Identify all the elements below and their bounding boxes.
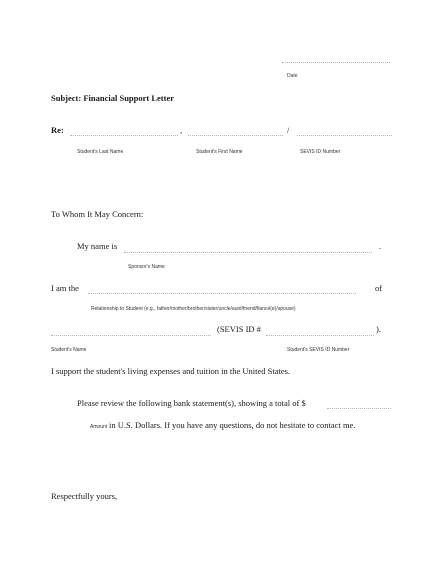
support-statement: I support the student's living expenses and tuition in the United States. bbox=[51, 366, 291, 376]
first-name-caption: Student's First Name bbox=[196, 149, 243, 155]
subject-line: Subject: Financial Support Letter bbox=[51, 93, 175, 103]
student-sevis-caption: Student's SEVIS ID Number bbox=[287, 347, 350, 353]
relationship-line[interactable] bbox=[88, 293, 356, 294]
amount-caption: Amount bbox=[90, 424, 108, 430]
re-label: Re: bbox=[51, 125, 64, 135]
date-label: Date bbox=[287, 73, 298, 79]
sponsor-name-line[interactable] bbox=[124, 252, 372, 253]
i-am-the-text: I am the bbox=[51, 283, 79, 293]
sevis-number-caption: SEVIS ID Number bbox=[300, 149, 341, 155]
student-name-caption: Student's Name bbox=[51, 347, 87, 353]
re-comma: , bbox=[180, 125, 183, 135]
dollars-statement: in U.S. Dollars. If you have any questions, do not hesitate to contact me. bbox=[109, 420, 356, 430]
relationship-caption: Relationship to Student (e.g., father/mother/brother/sister/uncle/aunt/friend/fiancé(e)/spouse) bbox=[91, 306, 296, 312]
date-line[interactable] bbox=[282, 62, 390, 63]
sponsor-name-caption: Sponsor's Name bbox=[128, 264, 165, 270]
student-name-line[interactable] bbox=[51, 335, 211, 336]
last-name-line[interactable] bbox=[70, 135, 178, 136]
closing: Respectfully yours, bbox=[51, 491, 118, 501]
student-sevis-line[interactable] bbox=[266, 335, 374, 336]
first-name-line[interactable] bbox=[188, 135, 283, 136]
review-statement: Please review the following bank statement(s), showing a total of $ bbox=[77, 398, 306, 408]
sevis-number-line[interactable] bbox=[297, 135, 392, 136]
my-name-is-text: My name is bbox=[77, 241, 118, 251]
name-period: . bbox=[379, 241, 382, 251]
salutation: To Whom It May Concern: bbox=[51, 209, 144, 219]
sevis-close-text: ). bbox=[376, 324, 381, 334]
sevis-open-text: (SEVIS ID # bbox=[217, 324, 261, 334]
last-name-caption: Student's Last Name bbox=[77, 149, 124, 155]
re-slash: / bbox=[287, 125, 290, 135]
of-text: of bbox=[375, 283, 383, 293]
amount-line[interactable] bbox=[327, 408, 391, 409]
